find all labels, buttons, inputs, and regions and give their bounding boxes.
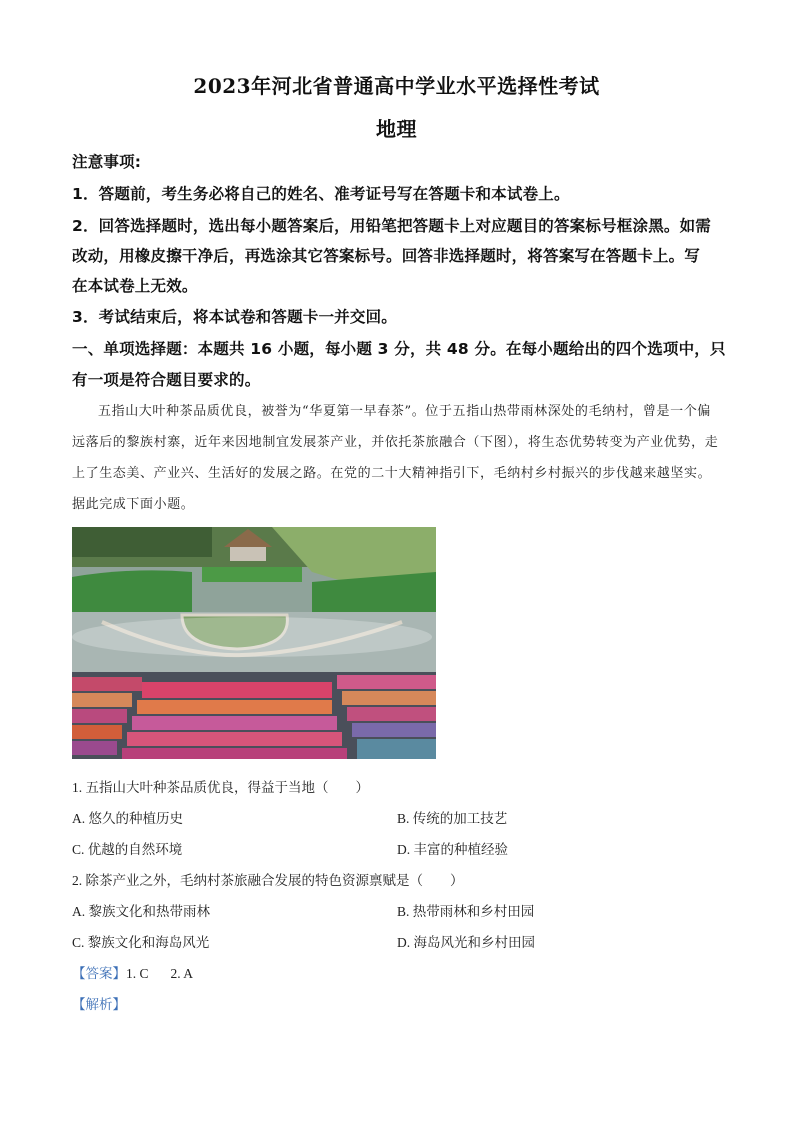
- notice-item-2-cont2: 在本试卷上无效。: [72, 277, 198, 295]
- section-heading-line1: 一、单项选择题：本题共 16 小题，每小题 3 分，共 48 分。在每小题给出的四个选项中，只: [72, 340, 726, 358]
- answer-2: 2. A: [170, 966, 194, 981]
- q2-option-d: D. 海岛风光和乡村田园: [397, 935, 535, 950]
- q2-option-a: A. 黎族文化和热带雨林: [72, 904, 210, 919]
- notice-item-2: 2．回答选择题时，选出每小题答案后，用铅笔把答题卡上对应题目的答案标号框涂黑。如需: [72, 217, 711, 235]
- answer-label: 【答案】: [72, 966, 126, 981]
- q1-option-a: A. 悠久的种植历史: [72, 811, 183, 826]
- subject-title: 地理: [376, 117, 417, 141]
- notice-item-2-cont: 改动，用橡皮擦干净后，再选涂其它答案标号。回答非选择题时，将答案写在答题卡上。写: [72, 247, 701, 265]
- figure-photo: [72, 527, 436, 759]
- analysis-line: [72, 993, 126, 1013]
- q1-option-c: C. 优越的自然环境: [72, 842, 183, 857]
- answer-1: 1. C: [126, 966, 149, 981]
- section-heading-line2: 有一项是符合题目要求的。: [72, 371, 261, 389]
- q1-option-d: D. 丰富的种植经验: [397, 842, 508, 857]
- notice-item-3: 3．考试结束后，将本试卷和答题卡一并交回。: [72, 308, 397, 326]
- notice-heading: 注意事项:: [72, 153, 142, 171]
- q2-option-c: C. 黎族文化和海岛风光: [72, 935, 210, 950]
- q1-option-b: B. 传统的加工技艺: [397, 811, 508, 826]
- exam-title: 2023年河北省普通高中学业水平选择性考试: [193, 74, 600, 98]
- q2-option-b: B. 热带雨林和乡村田园: [397, 904, 535, 919]
- passage: 五指山大叶种茶品质优良，被誉为“华夏第一早春茶”。位于五指山热带雨林深处的毛纳村，曾是一个偏远落后的黎族村寨，近年来因地制宜发展茶产业，并依托茶旅融合（下图），将生态优势转变为产业优势，走上了生态美、产业兴、生活好的发展之路。在党的二十大精神指引下，毛纳村乡村振兴的步伐越来越坚实。据此完成下面小题。: [72, 404, 719, 512]
- analysis-label: 【解析】: [72, 997, 126, 1012]
- aerial-photo-image: [72, 527, 436, 759]
- question-1-stem: 1. 五指山大叶种茶品质优良，得益于当地（ ）: [72, 780, 369, 795]
- question-2-stem: 2. 除茶产业之外，毛纳村茶旅融合发展的特色资源禀赋是（ ）: [72, 873, 464, 888]
- answer-line: [72, 962, 193, 982]
- notice-item-1: 1．答题前，考生务必将自己的姓名、准考证号写在答题卡和本试卷上。: [72, 185, 570, 203]
